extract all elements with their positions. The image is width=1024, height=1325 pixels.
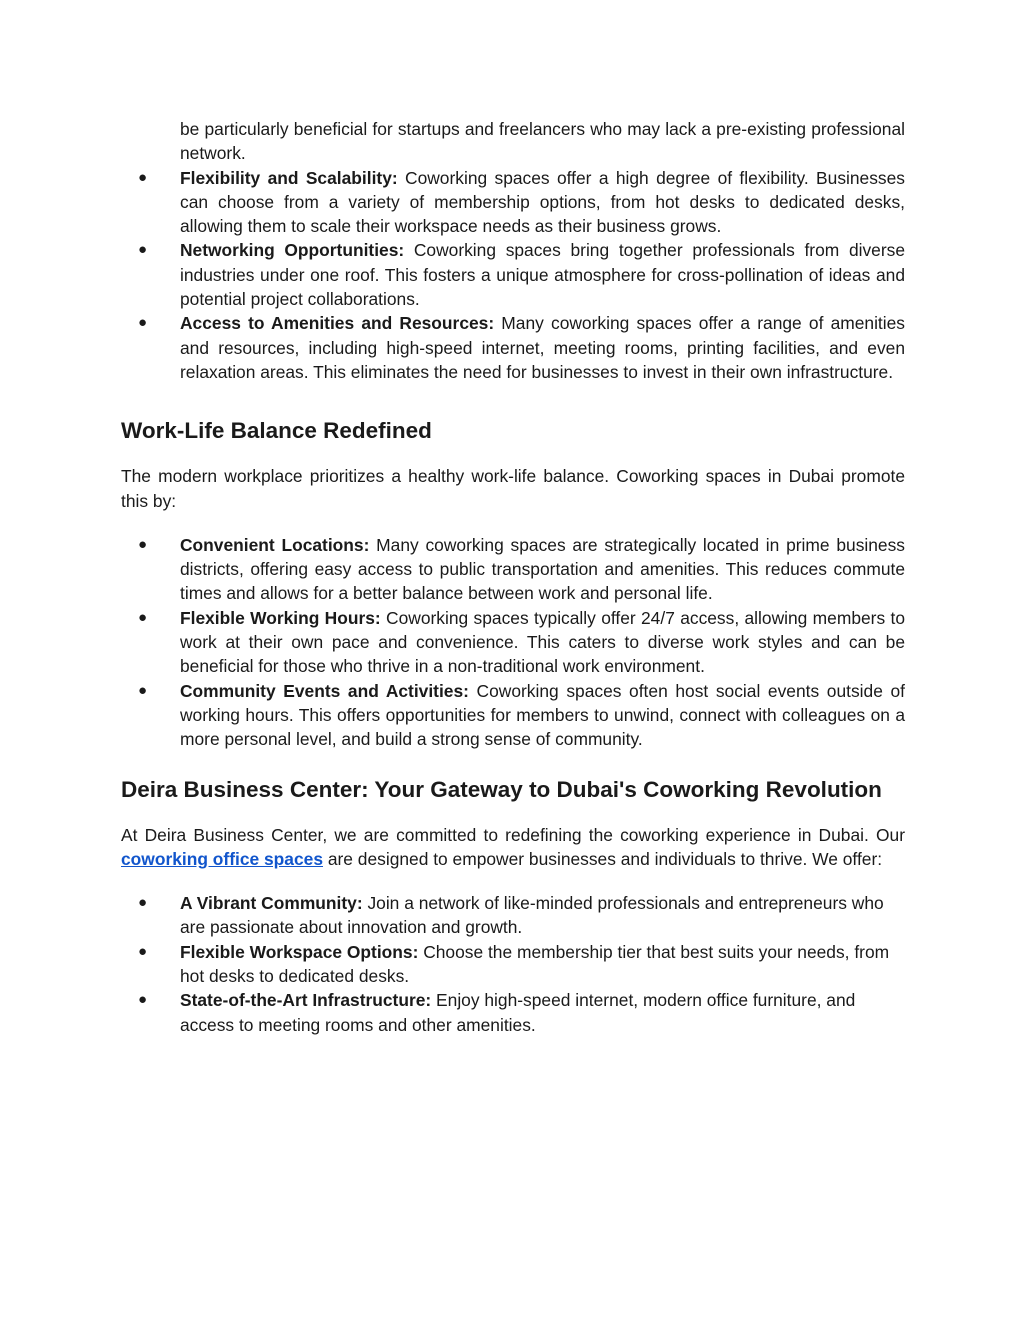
bullet-icon: ● [138, 894, 148, 912]
item-title: Flexible Workspace Options: [180, 941, 419, 962]
item-text: Choose the membership tier that best suits your needs, from hot desks to dedicated desks. [180, 941, 890, 987]
item-title: Networking Opportunities: [180, 240, 405, 261]
item-title: Flexible Working Hours: [180, 607, 381, 628]
intro-continuation: be particularly beneficial for startups and freelancers who may lack a pre-existing professional network. [180, 119, 905, 164]
list-item [121, 166, 905, 239]
document-page [121, 117, 905, 1037]
deira-intro [121, 823, 905, 872]
list-item [121, 679, 905, 752]
item-text: Many coworking spaces offer a range of amenities and resources, including high-speed internet, meeting rooms, printing facilities, and even relaxation areas. This eliminates the need for businesses to invest in their own infrastructure. [180, 313, 905, 382]
list-item [121, 891, 905, 940]
bullet-icon: ● [138, 241, 148, 259]
worklife-list [121, 533, 905, 752]
item-text: Coworking spaces often host social events outside of working hours. This offers opportunities for members to unwind, connect with colleagues on a more personal level, and build a strong sense of community. [180, 680, 905, 750]
item-text: Many coworking spaces are strategically located in prime business districts, offering easy access to public transportation and amenities. This reduces commute times and allows for a better balance between work and personal life. [180, 534, 905, 604]
item-text: Coworking spaces bring together professionals from diverse industries under one roof. This fosters a unique atmosphere for cross-pollination of ideas and potential project collaborations. [180, 240, 906, 310]
bullet-icon: ● [138, 681, 148, 699]
list-item [121, 940, 905, 989]
list-item [121, 606, 905, 679]
intro-text-after: are designed to empower businesses and individuals to thrive. We offer: [323, 848, 883, 869]
item-text: Join a network of like-minded professionals and entrepreneurs who are passionate about innovation and growth. [180, 893, 884, 938]
item-title: Access to Amenities and Resources: [180, 313, 495, 334]
bullet-icon: ● [138, 991, 148, 1009]
bullet-icon: ● [138, 314, 148, 332]
list-item [121, 988, 905, 1037]
intro-text-before: At Deira Business Center, we are committed to redefining the coworking experience in Dubai. Our [121, 824, 905, 845]
bullet-icon: ● [138, 535, 148, 553]
item-title: Convenient Locations: [180, 534, 370, 555]
item-title: A Vibrant Community: [180, 893, 363, 914]
bullet-icon: ● [138, 942, 148, 960]
list-item [121, 311, 905, 384]
worklife-heading: Work-Life Balance Redefined [121, 418, 432, 444]
item-text: Coworking spaces offer a high degree of flexibility. Businesses can choose from a variety of membership options, from hot desks to dedicated desks, allowing them to scale their workspace needs as their business grows. [180, 167, 905, 237]
bullet-icon: ● [138, 168, 148, 186]
item-text: Coworking spaces typically offer 24/7 access, allowing members to work at their own pace and convenience. This caters to diverse work styles and can be beneficial for those who thrive in a non-traditional work environment. [180, 607, 905, 677]
deira-list [121, 891, 905, 1037]
item-title: Community Events and Activities: [180, 680, 469, 701]
item-title: Flexibility and Scalability: [180, 167, 398, 188]
coworking-office-spaces-link[interactable]: coworking office spaces [121, 848, 323, 869]
worklife-intro: The modern workplace prioritizes a healthy work-life balance. Coworking spaces in Dubai promote this by: [121, 466, 905, 511]
list-item [121, 238, 905, 311]
item-title: State-of-the-Art Infrastructure: [180, 990, 432, 1011]
benefits-list [121, 166, 905, 385]
item-text: Enjoy high-speed internet, modern office furniture, and access to meeting rooms and other amenities. [180, 990, 856, 1035]
deira-heading: Deira Business Center: Your Gateway to Dubai's Coworking Revolution [121, 776, 882, 802]
list-item [121, 533, 905, 606]
bullet-icon: ● [138, 608, 148, 626]
